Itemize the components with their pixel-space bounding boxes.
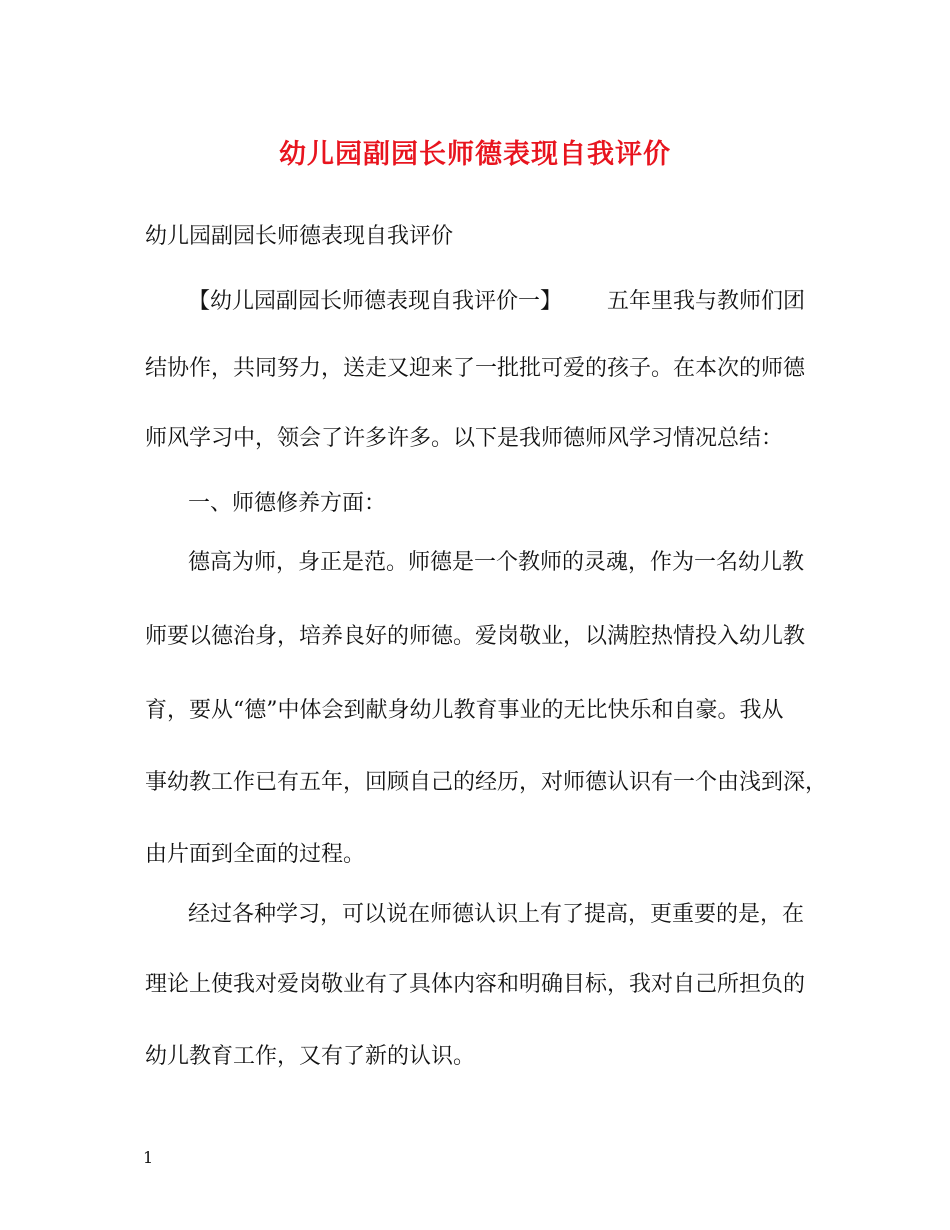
paragraph-line: 师风学习中，领会了许多许多。以下是我师德师风学习情况总结： bbox=[145, 426, 784, 451]
paragraph-line: 师要以德治身，培养良好的师德。爱岗敬业，以满腔热情投入幼儿教 bbox=[145, 624, 806, 649]
paragraph-line: 经过各种学习，可以说在师德认识上有了提高，更重要的是，在 bbox=[188, 902, 805, 927]
document-subtitle: 幼儿园副园长师德表现自我评价 bbox=[145, 224, 454, 249]
paragraph-line: 结协作，共同努力，送走又迎来了一批批可爱的孩子。在本次的师德 bbox=[145, 356, 806, 381]
paragraph-line: 育，要从“德”中体会到献身幼儿教育事业的无比快乐和自豪。我从 bbox=[145, 698, 784, 723]
paragraph-line: 由片面到全面的过程。 bbox=[145, 842, 366, 867]
section-heading: 【幼儿园副园长师德表现自我评价一】 bbox=[188, 289, 563, 314]
document-title: 幼儿园副园长师德表现自我评价 bbox=[279, 139, 671, 170]
page-number: 1 bbox=[143, 1148, 154, 1167]
paragraph-line: 事幼教工作已有五年，回顾自己的经历，对师德认识有一个由浅到深， bbox=[145, 770, 828, 795]
paragraph-1-start: 五年里我与教师们团 bbox=[606, 289, 805, 314]
paragraph-line: 幼儿教育工作，又有了新的认识。 bbox=[145, 1044, 476, 1069]
paragraph-line: 德高为师，身正是范。师德是一个教师的灵魂，作为一名幼儿教 bbox=[188, 550, 805, 575]
subheading-ethics: 一、师德修养方面： bbox=[188, 491, 387, 516]
paragraph-line: 理论上使我对爱岗敬业有了具体内容和明确目标，我对自己所担负的 bbox=[145, 972, 806, 997]
section-heading-line bbox=[188, 287, 805, 317]
